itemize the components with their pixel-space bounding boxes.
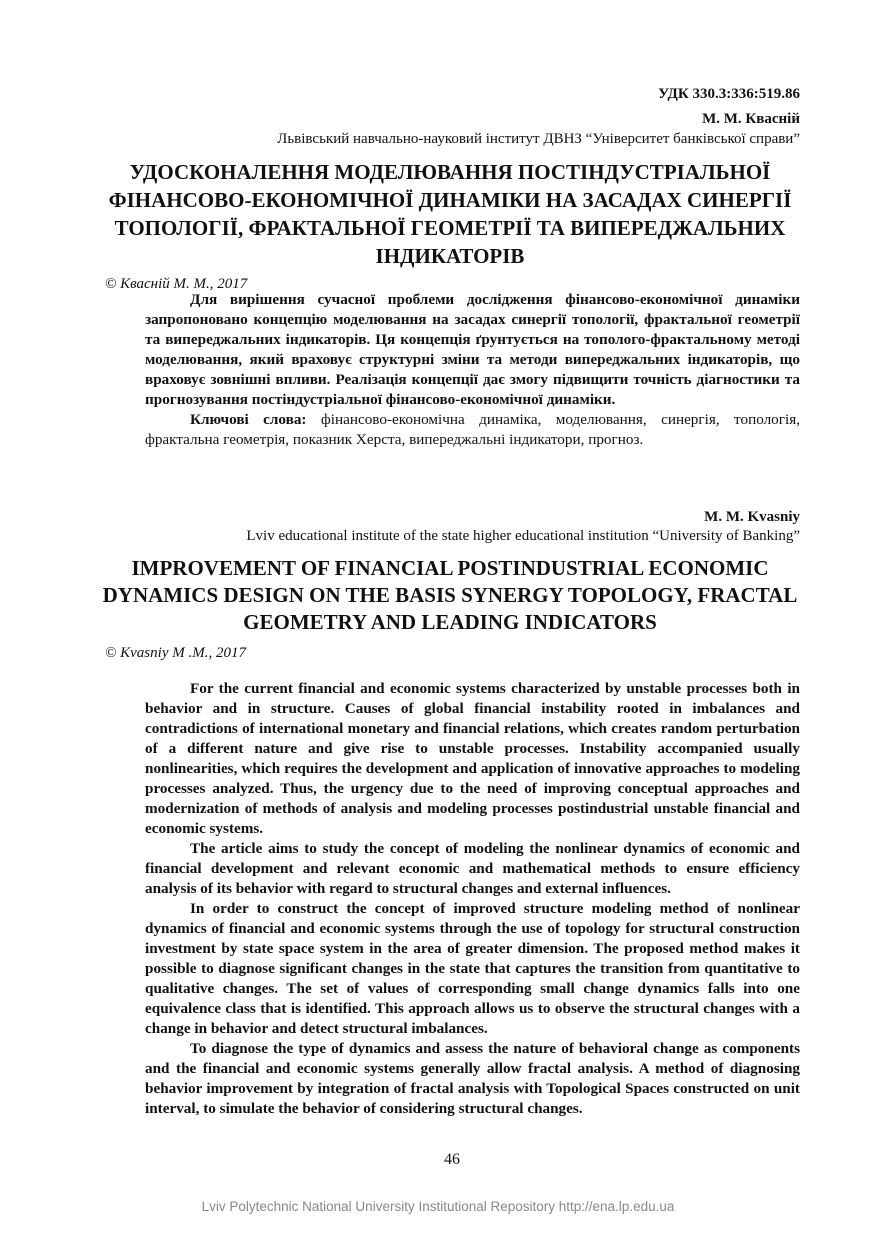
copyright-ua: © Кваснiй М. М., 2017 [105, 276, 248, 292]
abstract-ua-text: Для вирішення сучасної проблеми дослідження фінансово-економічної динаміки запропоновано концепцію моделювання на засадах синергії топології, фрактальної геометрії та випереджальних індикаторів. Ця концепція ґрунтується на тополого-фрактальному методі моделювання, який враховує структурні зміни та методи випереджальних індикаторів, що враховує зовнішні впливи. Реалізація концепції дає змогу підвищити точність діагностики та прогнозування постіндустріальної фінансово-економічної динаміки. [145, 291, 800, 408]
keywords-text: фінансово-економічна динаміка, моделювання, синергія, топологія, фрактальна геометрія, показник Херста, випереджальні індикатори, прогноз. [145, 411, 800, 448]
affiliation-en: Lviv educational institute of the state higher educational institution “University of Banking” [246, 528, 800, 544]
udk-code: УДК 330.3:336:519.86 [658, 86, 800, 102]
abstract-ua [145, 290, 800, 450]
title-en: IMPROVEMENT OF FINANCIAL POSTINDUSTRIAL ECONOMIC DYNAMICS DESIGN ON THE BASIS SYNERGY TOPOLOGY, FRACTAL GEOMETRY AND LEADING INDICATORS [102, 556, 798, 634]
author-en: M. M. Kvasniy [704, 509, 800, 525]
author-ua: М. М. Кваснiй [702, 111, 800, 127]
abstract-en-paragraph: In order to construct the concept of improved structure modeling method of nonlinear dynamics of financial and economic systems through the use of topology for structural construction investment by state space system in the area of greater dimension. The proposed method makes it possible to diagnose significant changes in the state that captures the transition from quantitative to qualitative changes. The set of values of corresponding small change dynamics falls into one equivalence class that is identified. This approach allows us to observe the structural changes with a change in behavior and detect structural imbalances. [145, 900, 800, 1037]
copyright-en: © Kvasniy M .M., 2017 [105, 645, 246, 661]
abstract-en [145, 679, 800, 1119]
abstract-en-paragraph: The article aims to study the concept of modeling the nonlinear dynamics of economic and financial development and relevant economic and mathematical methods to ensure efficiency analysis of its behavior with regard to structural changes and external influences. [145, 840, 800, 897]
keywords-label: Ключові слова: [190, 411, 307, 428]
keywords-ua [145, 410, 800, 450]
affiliation-ua: Львівський навчально-науковий інститут ДВНЗ “Університет банківської справи” [277, 131, 800, 147]
page-number: 46 [444, 1151, 460, 1168]
abstract-en-paragraph: For the current financial and economic systems characterized by unstable processes both in behavior and in structure. Causes of global financial instability rooted in imbalances and contradictions of international monetary and financial relations, which creates random perturbation of a different nature and give rise to unstable processes. Instability accompanied usually nonlinearities, which requires the development and application of innovative approaches to modeling processes analyzed. Thus, the urgency due to the need of improving conceptual approaches and modernization of methods of analysis and modeling processes postindustrial unstable financial and economic systems. [145, 680, 800, 837]
title-ua: УДОСКОНАЛЕННЯ МОДЕЛЮВАННЯ ПОСТІНДУСТРІАЛЬНОЇ ФІНАНСОВО-ЕКОНОМІЧНОЇ ДИНАМІКИ НА ЗАСАДАХ СИНЕРГІЇ ТОПОЛОГІЇ, ФРАКТАЛЬНОЇ ГЕОМЕТРІЇ ТА ВИПЕРЕДЖАЛЬНИХ ІНДИКАТОРІВ [108, 160, 792, 268]
repository-footer: Lviv Polytechnic National University Institutional Repository http://ena.lp.edu.ua [201, 1199, 675, 1214]
abstract-en-paragraph: To diagnose the type of dynamics and assess the nature of behavioral change as components and the financial and economic systems generally allow fractal analysis. A method of diagnosing behavior improvement by integration of fractal analysis with Topological Spaces constructed on unit interval, to simulate the behavior of considering structural changes. [145, 1040, 800, 1117]
